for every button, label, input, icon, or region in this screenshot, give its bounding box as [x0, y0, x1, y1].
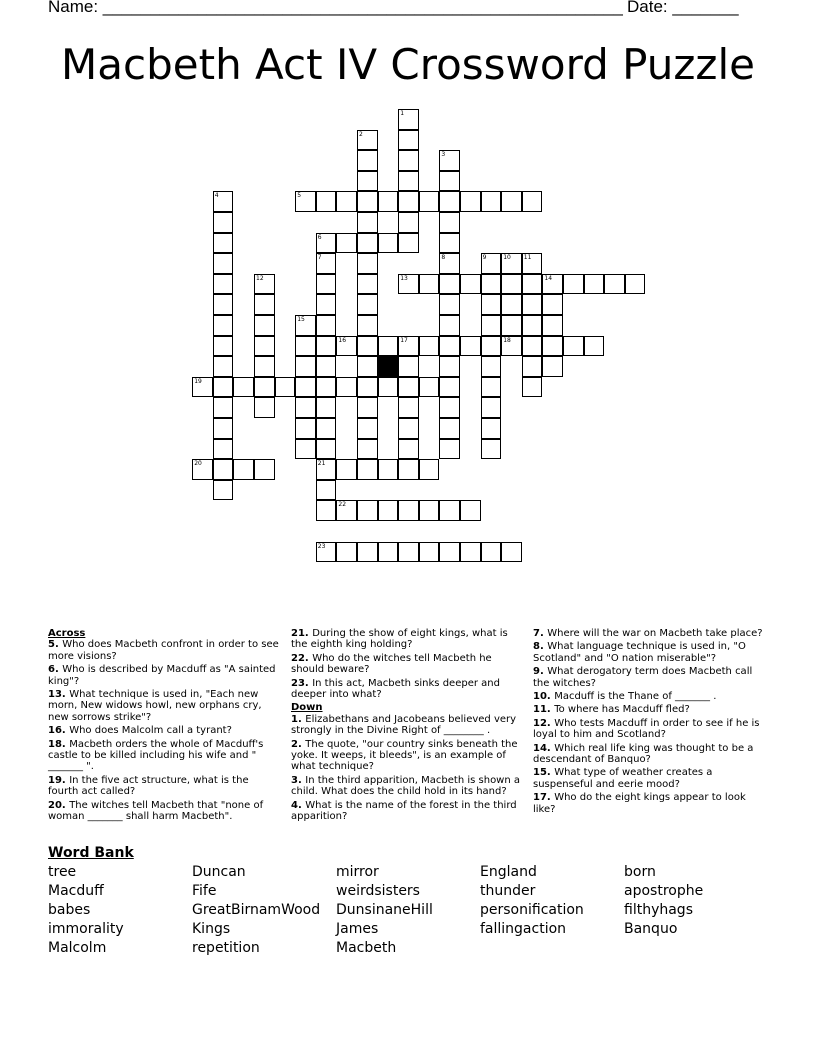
- page-title: Macbeth Act IV Crossword Puzzle: [61, 40, 755, 89]
- grid-cell[interactable]: [501, 274, 522, 295]
- grid-cell[interactable]: [398, 274, 419, 295]
- grid-cell[interactable]: [316, 191, 337, 212]
- grid-cell[interactable]: [419, 500, 440, 521]
- clue-number: 22: [338, 501, 347, 509]
- grid-cell[interactable]: [213, 377, 234, 398]
- grid-cell[interactable]: [460, 336, 481, 357]
- clue-number: 13: [400, 274, 408, 282]
- grid-cell[interactable]: [584, 274, 605, 295]
- clue-num: 15.: [533, 767, 555, 779]
- grid-cell[interactable]: [460, 274, 481, 295]
- grid-cell[interactable]: [213, 315, 234, 336]
- word-bank-item: Kings: [192, 921, 231, 937]
- clue-num: 11.: [533, 704, 555, 716]
- grid-cell[interactable]: [398, 171, 419, 192]
- clue-text: Macbeth orders the whole of Macduff's castle to be killed including his wife and " _______ ".: [48, 738, 264, 773]
- down-clue: [533, 691, 765, 702]
- clue-num: 14.: [533, 742, 555, 754]
- clue-text: In the five act structure, what is the fourth act called?: [48, 774, 249, 798]
- grid-cell[interactable]: [357, 377, 378, 398]
- word-bank-column: [48, 863, 192, 958]
- clue-num: 5.: [48, 639, 63, 651]
- clue-text: Who does Macbeth confront in order to see more visions?: [48, 639, 279, 662]
- clue-text: Who does Malcolm call a tyrant?: [69, 725, 232, 737]
- grid-cell[interactable]: [316, 253, 337, 274]
- name-field[interactable]: Name: _______________________________________________________: [48, 0, 623, 16]
- clue-number: 17: [400, 336, 408, 344]
- grid-cell[interactable]: [213, 480, 234, 501]
- grid-cell[interactable]: [378, 500, 399, 521]
- clue-num: 6.: [48, 664, 63, 676]
- grid-cell[interactable]: [316, 542, 337, 563]
- clue-text: What derogatory term does Macbeth call the witches?: [533, 666, 753, 689]
- grid-cell[interactable]: [522, 274, 543, 295]
- word-bank-item: Macbeth: [336, 940, 397, 956]
- grid-cell[interactable]: [336, 500, 357, 521]
- grid-cell[interactable]: [460, 542, 481, 563]
- word-bank-title: Word Bank: [48, 845, 134, 861]
- grid-cell[interactable]: [439, 542, 460, 563]
- grid-cell[interactable]: [398, 336, 419, 357]
- grid-cell[interactable]: [357, 212, 378, 233]
- grid-cell[interactable]: [233, 377, 254, 398]
- clue-text: Who do the witches tell Macbeth he should beware?: [291, 652, 492, 676]
- grid-cell[interactable]: [295, 336, 316, 357]
- grid-cell[interactable]: [378, 233, 399, 254]
- grid-cell[interactable]: [481, 253, 502, 274]
- word-bank-item: Banquo: [624, 921, 678, 937]
- grid-cell[interactable]: [316, 274, 337, 295]
- word-bank-item: born: [624, 864, 656, 880]
- clue-text: What type of weather creates a suspenseful and eerie mood?: [533, 767, 713, 790]
- clue-text: What is the name of the forest in the third apparition?: [291, 799, 517, 823]
- grid-cell[interactable]: [378, 336, 399, 357]
- clue-text: The witches tell Macbeth that "none of woman _______ shall harm Macbeth".: [48, 799, 264, 823]
- grid-cell[interactable]: [213, 191, 234, 212]
- grid-cell[interactable]: [398, 500, 419, 521]
- grid-cell[interactable]: [439, 212, 460, 233]
- clue-num: 3.: [291, 774, 306, 786]
- grid-cell[interactable]: [522, 377, 543, 398]
- grid-cell[interactable]: [336, 191, 357, 212]
- grid-cell[interactable]: [419, 459, 440, 480]
- clue-text: Who do the eight kings appear to look like?: [533, 792, 746, 815]
- across-clue: [291, 653, 523, 676]
- clue-num: 19.: [48, 774, 70, 786]
- grid-cell[interactable]: [398, 233, 419, 254]
- clue-num: 20.: [48, 799, 70, 811]
- across-clue: [48, 775, 280, 798]
- grid-cell[interactable]: [419, 377, 440, 398]
- grid-cell[interactable]: [439, 377, 460, 398]
- grid-cell[interactable]: [254, 274, 275, 295]
- clue-num: 7.: [533, 628, 548, 639]
- grid-cell[interactable]: [336, 377, 357, 398]
- clue-number: 4: [214, 192, 219, 200]
- grid-cell[interactable]: [439, 397, 460, 418]
- clue-num: 1.: [291, 713, 306, 725]
- grid-cell[interactable]: [254, 377, 275, 398]
- grid-cell[interactable]: [357, 274, 378, 295]
- grid-cell[interactable]: [316, 500, 337, 521]
- clue-num: 16.: [48, 725, 70, 737]
- down-clue: [533, 641, 765, 664]
- down-clue: [533, 666, 765, 689]
- grid-cell[interactable]: [378, 542, 399, 563]
- down-clue: [533, 628, 765, 639]
- grid-cell[interactable]: [316, 336, 337, 357]
- across-clue: [291, 628, 523, 651]
- across-clue: [48, 800, 280, 823]
- clue-number: 11: [523, 254, 532, 262]
- word-bank-item: immorality: [48, 921, 124, 937]
- grid-cell[interactable]: [439, 191, 460, 212]
- clue-number: 1: [400, 110, 405, 117]
- grid-cell[interactable]: [213, 212, 234, 233]
- grid-cell[interactable]: [295, 439, 316, 460]
- grid-cell[interactable]: [213, 274, 234, 295]
- grid-cell[interactable]: [398, 459, 419, 480]
- clues-column-2: [291, 628, 523, 825]
- clue-num: 18.: [48, 738, 70, 750]
- grid-cell[interactable]: [419, 336, 440, 357]
- grid-cell[interactable]: [439, 336, 460, 357]
- grid-cell[interactable]: [542, 315, 563, 336]
- grid-cell[interactable]: [295, 377, 316, 398]
- word-bank-item: Malcolm: [48, 940, 107, 956]
- grid-cell[interactable]: [295, 418, 316, 439]
- grid-cell[interactable]: [481, 418, 502, 439]
- word-bank-column: [624, 863, 768, 939]
- clue-num: 2.: [291, 738, 306, 750]
- clues-column-3: [533, 628, 765, 817]
- grid-cell[interactable]: [357, 233, 378, 254]
- across-clue: [291, 678, 523, 701]
- clue-text: Who tests Macduff in order to see if he is loyal to him and Scotland?: [533, 717, 760, 741]
- grid-cell[interactable]: [336, 233, 357, 254]
- clue-number: 10: [503, 254, 511, 262]
- grid-cell[interactable]: [439, 274, 460, 295]
- across-clue: [48, 664, 280, 687]
- down-clue: [291, 714, 523, 737]
- grid-cell[interactable]: [625, 274, 646, 295]
- grid-cell[interactable]: [254, 397, 275, 418]
- grid-cell[interactable]: [213, 253, 234, 274]
- down-heading: Down: [291, 702, 323, 714]
- grid-cell[interactable]: [604, 274, 625, 295]
- grid-cell[interactable]: [213, 397, 234, 418]
- grid-cell[interactable]: [542, 356, 563, 377]
- grid-cell[interactable]: [439, 315, 460, 336]
- across-clue: [48, 639, 280, 662]
- grid-cell[interactable]: [439, 171, 460, 192]
- grid-cell[interactable]: [336, 459, 357, 480]
- grid-cell[interactable]: [522, 253, 543, 274]
- grid-cell[interactable]: [419, 191, 440, 212]
- clue-text: During the show of eight kings, what is the eighth king holding?: [291, 628, 508, 651]
- grid-cell[interactable]: [439, 253, 460, 274]
- grid-cell[interactable]: [481, 336, 502, 357]
- clue-num: 17.: [533, 792, 555, 804]
- word-bank-item: filthyhags: [624, 902, 693, 918]
- word-bank-item: fallingaction: [480, 921, 567, 937]
- grid-cell[interactable]: [357, 336, 378, 357]
- grid-cell[interactable]: [501, 191, 522, 212]
- grid-cell[interactable]: [295, 315, 316, 336]
- grid-cell[interactable]: [398, 109, 419, 130]
- grid-cell[interactable]: [357, 542, 378, 563]
- black-cell: [378, 356, 399, 377]
- grid-cell[interactable]: [316, 233, 337, 254]
- clue-number: 7: [317, 254, 322, 262]
- clue-text: What language technique is used in, "O Scotland" and "O nation miserable"?: [533, 641, 746, 664]
- clue-text: In this act, Macbeth sinks deeper and deeper into what?: [291, 677, 500, 701]
- clue-text: In the third apparition, Macbeth is shown a child. What does the child hold in its hand?: [291, 774, 521, 798]
- grid-cell[interactable]: [439, 294, 460, 315]
- grid-cell[interactable]: [316, 315, 337, 336]
- grid-cell[interactable]: [522, 356, 543, 377]
- clue-number: 15: [297, 316, 305, 323]
- down-clue: [533, 767, 765, 790]
- grid-cell[interactable]: [295, 191, 316, 212]
- clue-num: 4.: [291, 799, 306, 811]
- word-bank-item: DunsinaneHill: [336, 902, 433, 918]
- grid-cell[interactable]: [398, 542, 419, 563]
- grid-cell[interactable]: [213, 233, 234, 254]
- grid-cell[interactable]: [398, 212, 419, 233]
- clues-column-1: [48, 628, 280, 825]
- grid-cell[interactable]: [542, 336, 563, 357]
- word-bank-column: [336, 863, 480, 958]
- word-bank-item: weirdsisters: [336, 883, 420, 899]
- grid-cell[interactable]: [398, 356, 419, 377]
- grid-cell[interactable]: [481, 377, 502, 398]
- grid-cell[interactable]: [378, 377, 399, 398]
- clue-text: Which real life king was thought to be a descendant of Banquo?: [533, 742, 754, 766]
- grid-cell[interactable]: [522, 294, 543, 315]
- grid-cell[interactable]: [460, 191, 481, 212]
- grid-cell[interactable]: [501, 294, 522, 315]
- clue-text: To where has Macduff fled?: [554, 704, 690, 716]
- word-bank-item: thunder: [480, 883, 536, 899]
- grid-cell[interactable]: [213, 356, 234, 377]
- grid-cell[interactable]: [398, 130, 419, 151]
- grid-cell[interactable]: [357, 356, 378, 377]
- grid-cell[interactable]: [357, 439, 378, 460]
- grid-cell[interactable]: [501, 253, 522, 274]
- clue-number: 18: [503, 336, 511, 344]
- grid-cell[interactable]: [481, 274, 502, 295]
- grid-cell[interactable]: [563, 336, 584, 357]
- down-clue: [533, 718, 765, 741]
- word-bank-column: [192, 863, 336, 958]
- grid-cell[interactable]: [481, 356, 502, 377]
- date-field[interactable]: Date: _______: [627, 0, 739, 16]
- grid-cell[interactable]: [357, 150, 378, 171]
- grid-cell[interactable]: [501, 336, 522, 357]
- grid-cell[interactable]: [501, 315, 522, 336]
- grid-cell[interactable]: [275, 377, 296, 398]
- grid-cell[interactable]: [481, 542, 502, 563]
- grid-cell[interactable]: [542, 274, 563, 295]
- grid-cell[interactable]: [357, 418, 378, 439]
- grid-cell[interactable]: [254, 459, 275, 480]
- clue-number: 14: [544, 274, 553, 282]
- grid-cell[interactable]: [316, 356, 337, 377]
- grid-cell[interactable]: [233, 459, 254, 480]
- word-bank-item: mirror: [336, 864, 379, 880]
- clue-number: 5: [297, 192, 302, 200]
- grid-cell[interactable]: [398, 377, 419, 398]
- grid-cell[interactable]: [563, 274, 584, 295]
- grid-cell[interactable]: [316, 418, 337, 439]
- word-bank-item: James: [336, 921, 379, 937]
- clue-text: Where will the war on Macbeth take place?: [547, 628, 763, 639]
- clue-number: 9: [482, 254, 487, 262]
- grid-cell[interactable]: [542, 294, 563, 315]
- down-clue: [291, 775, 523, 798]
- clue-number: 12: [256, 274, 264, 282]
- clue-num: 12.: [533, 717, 555, 729]
- grid-cell[interactable]: [213, 418, 234, 439]
- clue-num: 8.: [533, 641, 548, 653]
- grid-cell[interactable]: [398, 150, 419, 171]
- grid-cell[interactable]: [522, 336, 543, 357]
- down-clue: [533, 743, 765, 766]
- grid-cell[interactable]: [254, 315, 275, 336]
- grid-cell[interactable]: [398, 439, 419, 460]
- clue-number: 20: [194, 460, 202, 468]
- grid-cell[interactable]: [254, 356, 275, 377]
- word-bank-item: personification: [480, 902, 584, 918]
- grid-cell[interactable]: [398, 397, 419, 418]
- clue-text: Elizabethans and Jacobeans believed very strongly in the Divine Right of ________ .: [291, 713, 517, 737]
- clue-text: Macduff is the Thane of _______ .: [554, 691, 717, 703]
- grid-cell[interactable]: [336, 542, 357, 563]
- across-clue: [48, 689, 280, 723]
- grid-cell[interactable]: [357, 459, 378, 480]
- grid-cell[interactable]: [481, 294, 502, 315]
- grid-cell[interactable]: [439, 150, 460, 171]
- clue-number: 8: [441, 254, 446, 262]
- grid-cell[interactable]: [357, 191, 378, 212]
- down-clue: [291, 800, 523, 823]
- clue-number: 21: [317, 460, 326, 468]
- clue-text: What technique is used in, "Each new morn, New widows howl, new orphans cry, new sorrows strike"?: [48, 689, 262, 723]
- grid-cell[interactable]: [481, 397, 502, 418]
- word-bank-item: Fife: [192, 883, 217, 899]
- across-clue: [48, 725, 280, 736]
- grid-cell[interactable]: [336, 336, 357, 357]
- clue-number: 16: [338, 336, 347, 344]
- clue-num: 23.: [291, 677, 313, 689]
- word-bank-column: [480, 863, 624, 939]
- grid-cell[interactable]: [439, 500, 460, 521]
- grid-cell[interactable]: [316, 397, 337, 418]
- word-bank-item: Duncan: [192, 864, 246, 880]
- grid-cell[interactable]: [357, 397, 378, 418]
- word-bank-item: tree: [48, 864, 77, 880]
- word-bank-item: apostrophe: [624, 883, 704, 899]
- grid-cell[interactable]: [295, 397, 316, 418]
- word-bank-item: England: [480, 864, 537, 880]
- grid-cell[interactable]: [316, 294, 337, 315]
- clue-num: 21.: [291, 628, 313, 639]
- clue-number: 3: [441, 151, 446, 159]
- grid-cell[interactable]: [419, 274, 440, 295]
- grid-cell[interactable]: [481, 439, 502, 460]
- grid-cell[interactable]: [439, 356, 460, 377]
- clue-text: The quote, "our country sinks beneath the yoke. It weeps, it bleeds", is an example of what technique?: [291, 738, 518, 773]
- clue-number: 6: [317, 233, 322, 241]
- grid-cell[interactable]: [481, 191, 502, 212]
- word-bank-item: Macduff: [48, 883, 104, 899]
- grid-cell[interactable]: [584, 336, 605, 357]
- grid-cell[interactable]: [357, 500, 378, 521]
- grid-cell[interactable]: [316, 459, 337, 480]
- grid-cell[interactable]: [378, 459, 399, 480]
- grid-cell[interactable]: [213, 336, 234, 357]
- grid-cell[interactable]: [439, 233, 460, 254]
- grid-cell[interactable]: [460, 500, 481, 521]
- grid-cell[interactable]: [295, 356, 316, 377]
- clue-num: 10.: [533, 691, 555, 703]
- grid-cell[interactable]: [213, 439, 234, 460]
- grid-cell[interactable]: [357, 253, 378, 274]
- grid-cell[interactable]: [213, 294, 234, 315]
- grid-cell[interactable]: [501, 542, 522, 563]
- clue-number: 2: [359, 130, 363, 138]
- grid-cell[interactable]: [357, 171, 378, 192]
- word-bank-item: GreatBirnamWood: [192, 902, 321, 918]
- clue-text: Who is described by Macduff as "A sainted king"?: [48, 664, 276, 687]
- clue-number: 23: [317, 542, 326, 550]
- down-clue: [533, 792, 765, 815]
- grid-cell[interactable]: [357, 315, 378, 336]
- grid-cell[interactable]: [254, 294, 275, 315]
- clue-num: 13.: [48, 689, 70, 701]
- grid-cell[interactable]: [254, 336, 275, 357]
- grid-cell[interactable]: [439, 439, 460, 460]
- grid-cell[interactable]: [357, 130, 378, 151]
- down-clue: [291, 739, 523, 773]
- grid-cell[interactable]: [316, 377, 337, 398]
- grid-cell[interactable]: [398, 191, 419, 212]
- grid-cell[interactable]: [439, 418, 460, 439]
- grid-cell[interactable]: [357, 294, 378, 315]
- grid-cell[interactable]: [316, 439, 337, 460]
- grid-cell[interactable]: [419, 542, 440, 563]
- grid-cell[interactable]: [192, 377, 213, 398]
- word-bank-item: repetition: [192, 940, 260, 956]
- grid-cell[interactable]: [316, 480, 337, 501]
- grid-cell[interactable]: [213, 459, 234, 480]
- grid-cell[interactable]: [522, 315, 543, 336]
- clue-num: 22.: [291, 652, 313, 664]
- clue-number: 19: [194, 377, 202, 385]
- grid-cell[interactable]: [481, 315, 502, 336]
- grid-cell[interactable]: [192, 459, 213, 480]
- across-clue: [48, 739, 280, 773]
- clue-num: 9.: [533, 666, 548, 678]
- grid-cell[interactable]: [398, 418, 419, 439]
- grid-cell[interactable]: [378, 191, 399, 212]
- down-clue: [533, 704, 765, 715]
- grid-cell[interactable]: [522, 191, 543, 212]
- word-bank-item: babes: [48, 902, 91, 918]
- across-heading: Across: [48, 628, 86, 639]
